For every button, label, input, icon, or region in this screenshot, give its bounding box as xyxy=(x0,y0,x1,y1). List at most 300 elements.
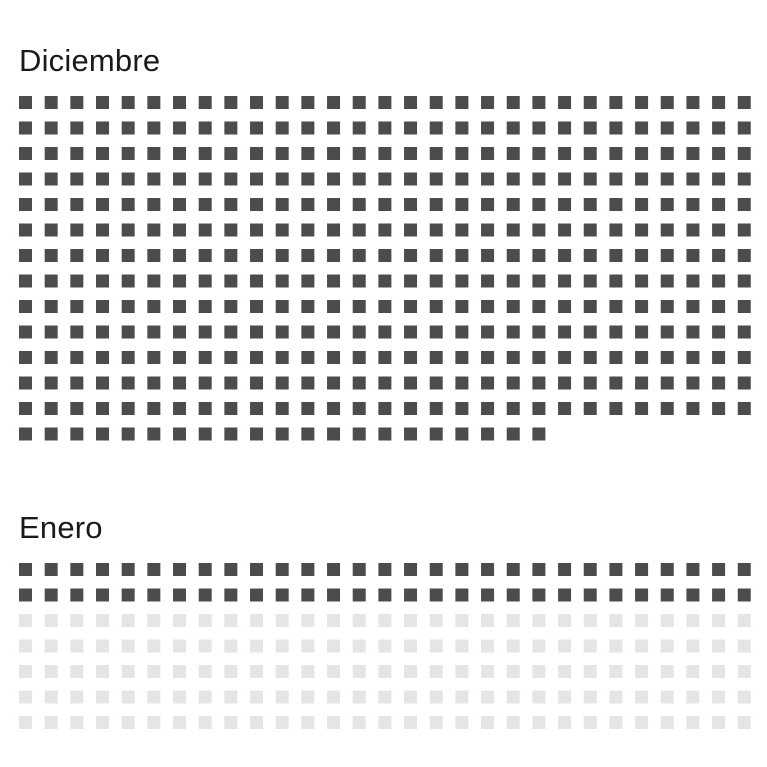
waffle-cell-filled xyxy=(481,300,494,313)
waffle-cell-filled xyxy=(686,249,699,262)
waffle-cell-filled xyxy=(199,147,212,160)
waffle-cell-empty xyxy=(635,665,648,678)
waffle-cell-filled xyxy=(96,402,109,415)
waffle-cell-filled xyxy=(327,326,340,339)
waffle-cell-empty xyxy=(507,716,520,729)
waffle-cell-filled xyxy=(609,275,622,288)
waffle-cell-filled xyxy=(430,351,443,364)
waffle-cell-empty xyxy=(430,665,443,678)
waffle-cell-filled xyxy=(507,326,520,339)
waffle-cell-filled xyxy=(122,300,135,313)
waffle-cell-filled xyxy=(199,377,212,390)
waffle-cell-filled xyxy=(96,300,109,313)
waffle-cell-filled xyxy=(609,147,622,160)
waffle-cell-filled xyxy=(96,147,109,160)
waffle-cell-filled xyxy=(122,563,135,576)
waffle-cell-filled xyxy=(70,326,83,339)
waffle-cell-filled xyxy=(378,147,391,160)
waffle-cell-filled xyxy=(635,122,648,135)
waffle-cell-filled xyxy=(455,377,468,390)
waffle-cell-empty xyxy=(378,665,391,678)
waffle-cell-filled xyxy=(250,198,263,211)
waffle-cell-filled xyxy=(609,198,622,211)
waffle-cell-filled xyxy=(70,198,83,211)
waffle-cell-filled xyxy=(532,326,545,339)
waffle-cell-filled xyxy=(404,563,417,576)
waffle-cell-filled xyxy=(532,249,545,262)
waffle-cell-empty xyxy=(404,614,417,627)
waffle-cell-filled xyxy=(327,122,340,135)
waffle-cell-filled xyxy=(686,351,699,364)
waffle-cell-empty xyxy=(301,614,314,627)
waffle-cell-filled xyxy=(250,275,263,288)
waffle-cell-filled xyxy=(712,198,725,211)
waffle-cell-filled xyxy=(353,402,366,415)
waffle-cell-filled xyxy=(404,249,417,262)
waffle-cell-filled xyxy=(96,249,109,262)
waffle-cell-filled xyxy=(19,275,32,288)
waffle-cell-empty xyxy=(122,716,135,729)
waffle-cell-filled xyxy=(276,326,289,339)
waffle-cell-empty xyxy=(430,716,443,729)
waffle-cell-empty xyxy=(353,614,366,627)
waffle-cell-filled xyxy=(224,300,237,313)
waffle-cell-filled xyxy=(635,351,648,364)
waffle-cell-filled xyxy=(584,198,597,211)
waffle-cell-filled xyxy=(635,326,648,339)
waffle-cell-filled xyxy=(404,402,417,415)
waffle-cell-filled xyxy=(224,224,237,237)
waffle-cell-filled xyxy=(353,173,366,186)
waffle-cell-empty xyxy=(199,640,212,653)
waffle-cell-filled xyxy=(45,173,58,186)
waffle-cell-filled xyxy=(353,198,366,211)
waffle-cell-filled xyxy=(507,351,520,364)
waffle-cell-filled xyxy=(45,275,58,288)
waffle-cell-filled xyxy=(147,326,160,339)
waffle-cell-empty xyxy=(147,614,160,627)
waffle-cell-empty xyxy=(481,614,494,627)
waffle-cell-empty xyxy=(609,665,622,678)
waffle-cell-empty xyxy=(70,716,83,729)
waffle-cell-filled xyxy=(45,198,58,211)
waffle-cell-filled xyxy=(481,249,494,262)
waffle-cell-filled xyxy=(686,275,699,288)
waffle-cell-filled xyxy=(635,147,648,160)
waffle-cell-empty xyxy=(686,716,699,729)
waffle-cell-filled xyxy=(738,224,751,237)
waffle-cell-filled xyxy=(532,96,545,109)
waffle-cell-filled xyxy=(96,377,109,390)
waffle-cell-filled xyxy=(199,589,212,602)
waffle-cell-filled xyxy=(301,300,314,313)
waffle-cell-empty xyxy=(378,691,391,704)
waffle-cell-empty xyxy=(738,665,751,678)
waffle-cell-filled xyxy=(199,173,212,186)
waffle-cell-filled xyxy=(301,589,314,602)
waffle-cell-filled xyxy=(224,275,237,288)
waffle-cell-filled xyxy=(378,173,391,186)
chart-title-enero: Enero xyxy=(19,510,103,545)
waffle-cell-filled xyxy=(481,198,494,211)
waffle-cell-empty xyxy=(430,640,443,653)
waffle-cell-filled xyxy=(250,122,263,135)
waffle-cell-empty xyxy=(96,665,109,678)
waffle-cell-filled xyxy=(430,402,443,415)
waffle-cell-filled xyxy=(455,173,468,186)
waffle-cell-filled xyxy=(430,326,443,339)
waffle-cell-empty xyxy=(70,614,83,627)
waffle-cell-empty xyxy=(584,716,597,729)
waffle-cell-empty xyxy=(224,665,237,678)
waffle-cell-filled xyxy=(96,326,109,339)
waffle-cell-filled xyxy=(276,147,289,160)
waffle-cell-empty xyxy=(122,691,135,704)
waffle-cell-empty xyxy=(686,691,699,704)
waffle-cell-filled xyxy=(19,402,32,415)
waffle-cell-filled xyxy=(70,173,83,186)
waffle-cell-empty xyxy=(353,665,366,678)
waffle-cell-filled xyxy=(147,198,160,211)
waffle-cell-filled xyxy=(686,224,699,237)
waffle-cell-filled xyxy=(532,563,545,576)
waffle-cell-filled xyxy=(45,377,58,390)
waffle-cell-empty xyxy=(173,614,186,627)
waffle-cell-filled xyxy=(507,402,520,415)
waffle-cell-filled xyxy=(353,589,366,602)
waffle-cell-filled xyxy=(404,173,417,186)
waffle-cell-filled xyxy=(712,122,725,135)
waffle-cell-filled xyxy=(430,563,443,576)
waffle-cell-filled xyxy=(378,377,391,390)
waffle-cell-filled xyxy=(70,224,83,237)
waffle-cell-empty xyxy=(250,614,263,627)
waffle-cell-filled xyxy=(404,589,417,602)
waffle-cell-filled xyxy=(686,377,699,390)
waffle-cell-filled xyxy=(686,198,699,211)
waffle-cell-filled xyxy=(686,96,699,109)
waffle-cell-empty xyxy=(147,691,160,704)
waffle-cell-filled xyxy=(19,300,32,313)
waffle-cell-filled xyxy=(276,377,289,390)
waffle-cell-filled xyxy=(122,173,135,186)
waffle-cell-filled xyxy=(19,224,32,237)
waffle-cell-empty xyxy=(250,716,263,729)
waffle-cell-empty xyxy=(635,691,648,704)
waffle-cell-empty xyxy=(301,665,314,678)
waffle-cell-filled xyxy=(481,147,494,160)
waffle-cell-filled xyxy=(635,275,648,288)
waffle-cell-filled xyxy=(301,326,314,339)
waffle-cell-empty xyxy=(455,614,468,627)
waffle-cell-filled xyxy=(353,351,366,364)
waffle-cell-filled xyxy=(301,173,314,186)
waffle-cell-filled xyxy=(661,122,674,135)
waffle-cell-filled xyxy=(712,96,725,109)
waffle-cell-empty xyxy=(19,640,32,653)
waffle-cell-empty xyxy=(635,614,648,627)
waffle-cell-filled xyxy=(738,198,751,211)
waffle-cell-empty xyxy=(738,691,751,704)
waffle-cell-filled xyxy=(481,377,494,390)
waffle-cell-filled xyxy=(250,428,263,441)
waffle-cell-filled xyxy=(122,589,135,602)
waffle-cell-filled xyxy=(147,300,160,313)
waffle-cell-empty xyxy=(661,665,674,678)
waffle-cell-filled xyxy=(455,402,468,415)
waffle-cell-filled xyxy=(147,147,160,160)
waffle-cell-empty xyxy=(224,716,237,729)
waffle-cell-filled xyxy=(70,96,83,109)
waffle-cell-filled xyxy=(712,173,725,186)
waffle-cell-filled xyxy=(353,249,366,262)
waffle-cell-filled xyxy=(609,173,622,186)
waffle-cell-filled xyxy=(686,122,699,135)
waffle-cell-empty xyxy=(276,665,289,678)
waffle-cell-filled xyxy=(686,402,699,415)
waffle-cell-filled xyxy=(173,96,186,109)
waffle-cell-filled xyxy=(686,300,699,313)
waffle-cell-filled xyxy=(609,224,622,237)
waffle-cell-filled xyxy=(301,122,314,135)
waffle-cell-filled xyxy=(661,275,674,288)
waffle-cell-filled xyxy=(455,428,468,441)
waffle-cell-filled xyxy=(45,147,58,160)
waffle-cell-filled xyxy=(327,147,340,160)
waffle-cell-filled xyxy=(558,96,571,109)
waffle-cell-filled xyxy=(250,224,263,237)
waffle-cell-empty xyxy=(276,691,289,704)
waffle-cell-filled xyxy=(455,351,468,364)
waffle-cell-filled xyxy=(224,428,237,441)
waffle-cell-filled xyxy=(378,122,391,135)
waffle-cell-empty xyxy=(712,640,725,653)
waffle-cell-empty xyxy=(404,716,417,729)
waffle-cell-filled xyxy=(455,300,468,313)
waffle-cell-filled xyxy=(584,563,597,576)
waffle-cell-filled xyxy=(147,275,160,288)
waffle-cell-filled xyxy=(661,300,674,313)
waffle-cell-filled xyxy=(712,326,725,339)
waffle-cell-filled xyxy=(173,428,186,441)
waffle-cell-empty xyxy=(430,614,443,627)
waffle-cell-filled xyxy=(276,122,289,135)
waffle-cell-filled xyxy=(147,122,160,135)
waffle-cell-empty xyxy=(199,691,212,704)
waffle-cell-filled xyxy=(507,147,520,160)
waffle-cell-filled xyxy=(455,275,468,288)
waffle-cell-filled xyxy=(455,147,468,160)
waffle-cell-filled xyxy=(276,224,289,237)
waffle-cell-filled xyxy=(455,198,468,211)
waffle-cell-filled xyxy=(96,96,109,109)
waffle-cell-filled xyxy=(173,402,186,415)
waffle-cell-filled xyxy=(45,96,58,109)
waffle-cell-filled xyxy=(455,96,468,109)
waffle-cell-empty xyxy=(45,640,58,653)
waffle-cell-filled xyxy=(609,402,622,415)
waffle-cell-empty xyxy=(609,691,622,704)
waffle-cell-filled xyxy=(558,249,571,262)
waffle-cell-filled xyxy=(584,96,597,109)
waffle-cell-filled xyxy=(661,147,674,160)
waffle-cell-filled xyxy=(70,402,83,415)
waffle-cell-filled xyxy=(301,563,314,576)
waffle-cell-filled xyxy=(738,147,751,160)
waffle-cell-empty xyxy=(250,640,263,653)
waffle-cell-filled xyxy=(301,428,314,441)
waffle-cell-filled xyxy=(224,377,237,390)
waffle-cell-filled xyxy=(404,326,417,339)
waffle-cell-empty xyxy=(712,614,725,627)
waffle-cell-filled xyxy=(507,589,520,602)
waffle-cell-filled xyxy=(45,589,58,602)
waffle-cell-filled xyxy=(96,351,109,364)
waffle-cell-filled xyxy=(327,173,340,186)
waffle-cell-filled xyxy=(481,326,494,339)
waffle-cell-filled xyxy=(224,351,237,364)
waffle-cell-empty xyxy=(122,665,135,678)
waffle-cell-empty xyxy=(507,614,520,627)
waffle-cell-filled xyxy=(378,589,391,602)
chart-title-diciembre: Diciembre xyxy=(19,43,161,78)
waffle-cell-filled xyxy=(378,563,391,576)
waffle-cell-filled xyxy=(327,428,340,441)
waffle-cell-filled xyxy=(404,224,417,237)
waffle-cell-filled xyxy=(738,173,751,186)
waffle-cell-filled xyxy=(276,351,289,364)
waffle-cell-filled xyxy=(532,147,545,160)
waffle-cell-empty xyxy=(96,614,109,627)
waffle-cell-filled xyxy=(199,402,212,415)
waffle-cell-empty xyxy=(686,614,699,627)
waffle-cell-filled xyxy=(507,173,520,186)
waffle-cell-filled xyxy=(19,326,32,339)
waffle-cell-filled xyxy=(661,351,674,364)
waffle-cell-filled xyxy=(327,300,340,313)
waffle-cell-filled xyxy=(738,249,751,262)
waffle-cell-filled xyxy=(738,351,751,364)
waffle-cell-filled xyxy=(147,351,160,364)
waffle-cell-filled xyxy=(507,275,520,288)
waffle-cell-filled xyxy=(96,224,109,237)
waffle-cell-filled xyxy=(224,249,237,262)
waffle-cell-filled xyxy=(122,147,135,160)
waffle-cell-filled xyxy=(712,224,725,237)
waffle-cell-empty xyxy=(430,691,443,704)
waffle-cell-filled xyxy=(455,224,468,237)
waffle-cell-empty xyxy=(404,665,417,678)
waffle-cell-filled xyxy=(199,198,212,211)
waffle-cell-filled xyxy=(404,428,417,441)
waffle-cell-filled xyxy=(609,351,622,364)
waffle-cell-empty xyxy=(96,640,109,653)
waffle-cell-filled xyxy=(481,224,494,237)
waffle-cell-filled xyxy=(96,428,109,441)
waffle-cell-filled xyxy=(558,300,571,313)
waffle-cell-filled xyxy=(301,402,314,415)
waffle-cell-empty xyxy=(70,691,83,704)
waffle-cell-filled xyxy=(404,147,417,160)
waffle-cell-filled xyxy=(276,428,289,441)
waffle-cell-filled xyxy=(609,122,622,135)
waffle-cell-empty xyxy=(147,716,160,729)
waffle-cell-filled xyxy=(686,173,699,186)
waffle-cell-empty xyxy=(327,640,340,653)
waffle-cell-empty xyxy=(327,691,340,704)
waffle-cell-filled xyxy=(481,96,494,109)
waffle-cell-filled xyxy=(507,96,520,109)
waffle-cell-filled xyxy=(507,198,520,211)
waffle-cell-filled xyxy=(635,402,648,415)
waffle-cell-filled xyxy=(481,563,494,576)
waffle-cell-filled xyxy=(686,326,699,339)
waffle-cell-filled xyxy=(430,173,443,186)
waffle-cell-filled xyxy=(609,326,622,339)
waffle-cell-filled xyxy=(738,96,751,109)
waffle-cell-filled xyxy=(558,589,571,602)
waffle-cell-filled xyxy=(558,326,571,339)
waffle-cell-filled xyxy=(712,351,725,364)
waffle-cell-filled xyxy=(45,428,58,441)
waffle-cell-empty xyxy=(378,614,391,627)
waffle-cell-empty xyxy=(353,640,366,653)
waffle-cell-filled xyxy=(301,198,314,211)
waffle-cell-empty xyxy=(404,691,417,704)
waffle-cell-empty xyxy=(455,665,468,678)
waffle-cell-filled xyxy=(609,563,622,576)
waffle-cell-empty xyxy=(507,691,520,704)
waffle-cell-filled xyxy=(173,173,186,186)
waffle-cell-filled xyxy=(224,589,237,602)
waffle-cell-filled xyxy=(378,428,391,441)
waffle-cell-empty xyxy=(532,640,545,653)
waffle-cell-empty xyxy=(327,665,340,678)
waffle-cell-filled xyxy=(558,198,571,211)
waffle-cell-filled xyxy=(327,563,340,576)
waffle-cell-empty xyxy=(19,665,32,678)
waffle-cell-empty xyxy=(532,716,545,729)
waffle-cell-filled xyxy=(507,377,520,390)
waffle-cell-empty xyxy=(96,716,109,729)
waffle-cell-empty xyxy=(532,665,545,678)
waffle-cell-filled xyxy=(70,147,83,160)
waffle-cell-filled xyxy=(455,249,468,262)
waffle-cell-filled xyxy=(430,249,443,262)
waffle-cell-filled xyxy=(276,402,289,415)
waffle-cell-filled xyxy=(584,351,597,364)
waffle-cell-filled xyxy=(147,224,160,237)
waffle-cell-filled xyxy=(250,249,263,262)
waffle-cell-filled xyxy=(558,224,571,237)
waffle-cell-empty xyxy=(481,640,494,653)
waffle-cell-filled xyxy=(635,563,648,576)
waffle-cell-filled xyxy=(738,326,751,339)
waffle-cell-empty xyxy=(96,691,109,704)
waffle-cell-empty xyxy=(609,614,622,627)
waffle-cell-filled xyxy=(481,275,494,288)
waffle-cell-filled xyxy=(353,377,366,390)
waffle-cell-empty xyxy=(481,665,494,678)
waffle-cell-filled xyxy=(224,198,237,211)
waffle-cell-filled xyxy=(738,275,751,288)
waffle-cell-filled xyxy=(224,147,237,160)
waffle-cell-filled xyxy=(199,275,212,288)
waffle-cell-filled xyxy=(661,377,674,390)
waffle-cell-filled xyxy=(199,224,212,237)
waffle-cell-filled xyxy=(301,224,314,237)
waffle-cell-empty xyxy=(250,665,263,678)
